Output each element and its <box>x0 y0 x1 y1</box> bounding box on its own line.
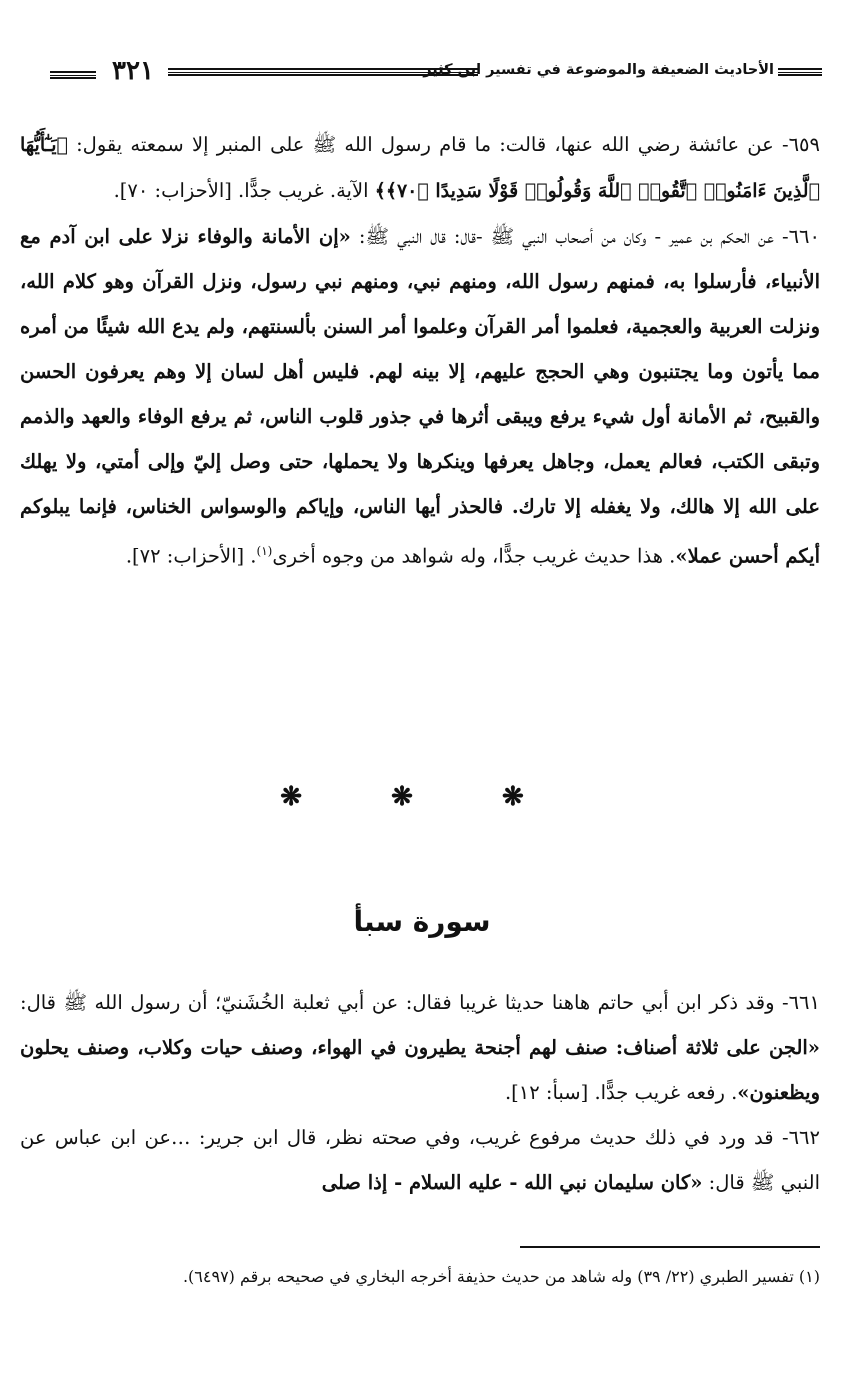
hadith-662-number: ٦٦٢- <box>781 1126 820 1149</box>
running-header <box>50 54 822 94</box>
footnote-rule <box>520 1246 820 1248</box>
header-rule-left <box>50 71 96 80</box>
hadith-661-outro: . رفعه غريب جدًّا. [سبأ: ١٢]. <box>504 1081 738 1104</box>
page-number: ٣٢١ <box>112 56 154 86</box>
hadith-662-intro: قد ورد في ذلك حديث مرفوع غريب، وفي صحته نظر، قال ابن جرير: …عن ابن عباس عن النبي ﷺ قال: <box>20 1126 820 1194</box>
hadith-661-quote: «الجن على ثلاثة أصناف: صنف لهم أجنحة يطيرون في الهواء، وصنف حيات وكلاب، وصنف يحلون ويظعنون» <box>20 1036 820 1104</box>
hadith-660-number: ٦٦٠- <box>781 225 820 248</box>
book-title: الأحاديث الضعيفة والموضوعة في تفسير ابن كثير <box>423 62 774 78</box>
hadith-660-ref: . [الأحزاب: ٧٢]. <box>125 544 257 568</box>
hadith-659-intro: عن عائشة رضي الله عنها، قالت: ما قام رسول الله ﷺ على المنبر إلا سمعته يقول: <box>67 133 782 156</box>
main-text-top <box>20 122 820 579</box>
hadith-659 <box>20 122 820 214</box>
hadith-659-number: ٦٥٩- <box>781 133 820 156</box>
surah-heading: سورة سبأ <box>353 905 491 938</box>
hadith-662 <box>20 1115 820 1205</box>
hadith-661-number: ٦٦١- <box>781 991 820 1014</box>
hadith-660-intro: عن الحكم بن عمير - وكان من أصحاب النبي ﷺ -قال: قال النبي ﷺ: <box>350 225 782 248</box>
hadith-661 <box>20 980 820 1115</box>
hadith-662-quote: «كان سليمان نبي الله - عليه السلام - إذا صلى <box>321 1171 703 1194</box>
hadith-661-intro: وقد ذكر ابن أبي حاتم هاهنا حديثا غريبا فقال: عن أبي ثعلبة الخُشَنيّ؛ أن رسول الله ﷺ قال: <box>20 991 782 1014</box>
hadith-660-quote: «إن الأمانة والوفاء نزلا على ابن آدم مع الأنبياء، فأرسلوا به، فمنهم رسول الله، ومنهم نبي، ومنهم نبي رسول، ونزل القرآن وهو كلام الله، ونزلت العربية والعجمية، فعلموا أمر القرآن وعلموا أمر السنن بألسنتهم، ولم يدع الله شيئًا من أمره مما يأتون وما يجتنبون وهي الحجج عليهم، إلا بينه لهم. فليس أهل لسان إلا وهم يعرفون الحسن والقبيح، ثم الأمانة أول شيء يرفع ويبقى أثرها في جذور قلوب الناس، ثم يرفع الوفاء والعهد والذمم وتبقى الكتب، فعالم يعمل، وجاهل يعرفها وينكرها ولا يحملها، حتى وصل إليّ وإلى أمتي، ولا يهلك على الله إلا هالك، ولا يغفله إلا تارك. فالحذر أيها الناس، وإياكم والوسواس الخناس، فإنما يبلوكم أيكم أحسن عملا» <box>20 225 820 568</box>
section-separator: ❋ ❋ ❋ <box>280 782 564 812</box>
header-rule-right <box>778 68 822 77</box>
hadith-659-ayah: ﴿يَـٰٓأَيُّهَا ٱلَّذِينَ ءَامَنُوا۟ ٱتَّقُوا۟ ٱللَّهَ وَقُولُوا۟ قَوْلًا سَدِيدًا ﴿٧٠﴾﴾ <box>20 134 820 202</box>
hadith-659-outro: الآية. غريب جدًّا. [الأحزاب: ٧٠]. <box>113 179 375 202</box>
main-text-bottom <box>20 980 820 1205</box>
footnote: (١) تفسير الطبري (٢٢/ ٣٩) وله شاهد من حديث حذيفة أخرجه البخاري في صحيحه برقم (٦٤٩٧). <box>182 1267 820 1286</box>
footnote-reference: (١) <box>256 544 273 558</box>
hadith-660-outro: . هذا حديث غريب جدًّا، وله شواهد من وجوه أخرى <box>272 544 676 568</box>
hadith-660 <box>20 214 820 579</box>
